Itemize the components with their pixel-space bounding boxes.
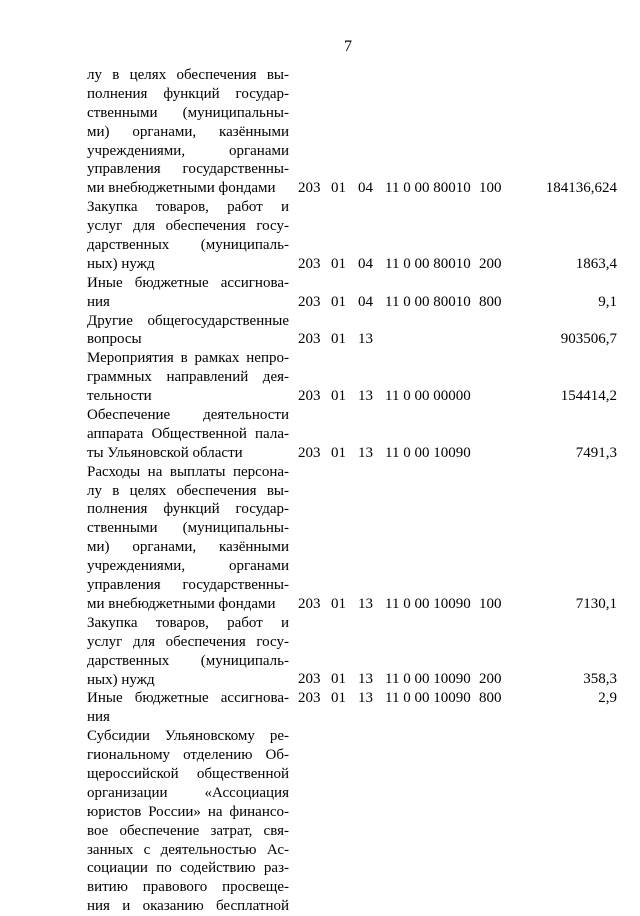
text-line: ных) нужд — [87, 255, 155, 272]
text-line: Обеспечение деятельности — [87, 407, 289, 424]
amount: 903506,7 — [560, 331, 617, 348]
text-line: учреждениями, органами — [87, 142, 289, 159]
amount: 7491,3 — [575, 444, 617, 461]
expense-name — [87, 727, 289, 916]
text-line: лу в целях обеспечения вы- — [87, 67, 289, 83]
target-article-code: 11 0 00 00000 — [385, 388, 471, 405]
text-line: полнения функций государ- — [87, 85, 289, 102]
amount: 184136,624 — [545, 180, 617, 197]
section-code: 01 — [331, 331, 346, 348]
text-line: вое обеспечение затрат, свя- — [87, 822, 289, 839]
section-code: 01 — [331, 690, 346, 707]
text-line: дарственных (муниципаль- — [87, 652, 289, 669]
text-line: управления государственны- — [87, 577, 289, 594]
amount: 1863,4 — [575, 255, 617, 272]
text-line: услуг для обеспечения госу- — [87, 633, 289, 650]
expense-name — [87, 406, 289, 463]
expense-name — [87, 66, 289, 198]
text-line: аппарата Общественной пала- — [87, 425, 289, 442]
table-row — [87, 198, 617, 274]
text-line: юристов России» на финансо- — [87, 803, 289, 820]
text-line: витию правового просвеще- — [87, 879, 289, 896]
text-line: ми внебюджетными фондами — [87, 595, 276, 612]
text-line: ния — [87, 293, 110, 310]
text-line: ми внебюджетными фондами — [87, 180, 276, 197]
table-row — [87, 614, 617, 690]
text-line: ственными (муниципальны- — [87, 104, 289, 121]
table-row — [87, 349, 617, 406]
target-article-code: 11 0 00 10090 — [385, 671, 471, 688]
grbs-code: 203 — [298, 331, 321, 348]
table-row — [87, 727, 617, 916]
text-line: Закупка товаров, работ и — [87, 199, 289, 216]
target-article-code: 11 0 00 10090 — [385, 690, 471, 707]
subsection-code: 13 — [358, 331, 373, 348]
text-line: вопросы — [87, 331, 142, 348]
expense-name — [87, 689, 289, 727]
amount: 2,9 — [598, 690, 617, 707]
text-line: услуг для обеспечения госу- — [87, 218, 289, 235]
text-line: Иные бюджетные ассигнова- — [87, 690, 289, 707]
expense-name — [87, 274, 289, 312]
expense-type-code: 100 — [479, 180, 502, 197]
grbs-code: 203 — [298, 180, 321, 197]
expense-name — [87, 614, 289, 690]
subsection-code: 13 — [358, 388, 373, 405]
text-line: ния и оказанию бесплатной — [87, 898, 289, 915]
text-line: управления государственны- — [87, 161, 289, 178]
text-line: щероссийской общественной — [87, 765, 289, 782]
page-number: 7 — [344, 38, 352, 55]
table-row — [87, 463, 617, 614]
amount: 154414,2 — [560, 388, 617, 405]
subsection-code: 04 — [358, 293, 373, 310]
text-line: социации по содействию раз- — [87, 860, 289, 877]
section-code: 01 — [331, 595, 346, 612]
text-line: Субсидии Ульяновскому ре- — [87, 728, 289, 745]
text-line: ных) нужд — [87, 671, 155, 688]
expense-type-code: 800 — [479, 293, 502, 310]
expense-name — [87, 312, 289, 350]
target-article-code: 11 0 00 80010 — [385, 255, 471, 272]
text-line: ми) органами, казёнными — [87, 539, 289, 556]
grbs-code: 203 — [298, 388, 321, 405]
subsection-code: 04 — [358, 255, 373, 272]
target-article-code: 11 0 00 80010 — [385, 293, 471, 310]
table-row — [87, 66, 617, 198]
subsection-code: 13 — [358, 671, 373, 688]
text-line: ственными (муниципальны- — [87, 520, 289, 537]
text-line: ния — [87, 709, 110, 726]
text-line: Иные бюджетные ассигнова- — [87, 274, 289, 291]
text-line: Закупка товаров, работ и — [87, 614, 289, 631]
text-line: Мероприятия в рамках непро- — [87, 350, 289, 367]
subsection-code: 04 — [358, 180, 373, 197]
grbs-code: 203 — [298, 444, 321, 461]
expense-name — [87, 463, 289, 614]
grbs-code: 203 — [298, 690, 321, 707]
grbs-code: 203 — [298, 255, 321, 272]
expense-type-code: 200 — [479, 255, 502, 272]
grbs-code: 203 — [298, 293, 321, 310]
section-code: 01 — [331, 388, 346, 405]
grbs-code: 203 — [298, 595, 321, 612]
grbs-code: 203 — [298, 671, 321, 688]
text-line: Другие общегосударственные — [87, 312, 289, 329]
table-row — [87, 406, 617, 463]
table-row — [87, 312, 617, 350]
expense-type-code: 200 — [479, 671, 502, 688]
section-code: 01 — [331, 180, 346, 197]
expense-type-code: 800 — [479, 690, 502, 707]
budget-table — [87, 66, 617, 916]
text-line: гиональному отделению Об- — [87, 747, 289, 764]
text-line: дарственных (муниципаль- — [87, 237, 289, 254]
text-line: Расходы на выплаты персона- — [87, 463, 289, 480]
expense-name — [87, 198, 289, 274]
table-row — [87, 274, 617, 312]
text-line: ты Ульяновской области — [87, 444, 243, 461]
target-article-code: 11 0 00 80010 — [385, 180, 471, 197]
text-line: граммных направлений дея- — [87, 369, 289, 386]
amount: 9,1 — [598, 293, 617, 310]
text-line: организации «Ассоциация — [87, 784, 289, 801]
subsection-code: 13 — [358, 595, 373, 612]
text-line: учреждениями, органами — [87, 558, 289, 575]
text-line: полнения функций государ- — [87, 501, 289, 518]
text-line: лу в целях обеспечения вы- — [87, 482, 289, 499]
amount: 7130,1 — [575, 595, 617, 612]
table-row — [87, 689, 617, 727]
amount: 358,3 — [583, 671, 617, 688]
text-line: тельности — [87, 388, 152, 405]
subsection-code: 13 — [358, 690, 373, 707]
section-code: 01 — [331, 444, 346, 461]
text-line: занных с деятельностью Ас- — [87, 841, 289, 858]
section-code: 01 — [331, 255, 346, 272]
expense-name — [87, 349, 289, 406]
target-article-code: 11 0 00 10090 — [385, 444, 471, 461]
section-code: 01 — [331, 293, 346, 310]
text-line: ми) органами, казёнными — [87, 123, 289, 140]
expense-type-code: 100 — [479, 595, 502, 612]
target-article-code: 11 0 00 10090 — [385, 595, 471, 612]
subsection-code: 13 — [358, 444, 373, 461]
section-code: 01 — [331, 671, 346, 688]
